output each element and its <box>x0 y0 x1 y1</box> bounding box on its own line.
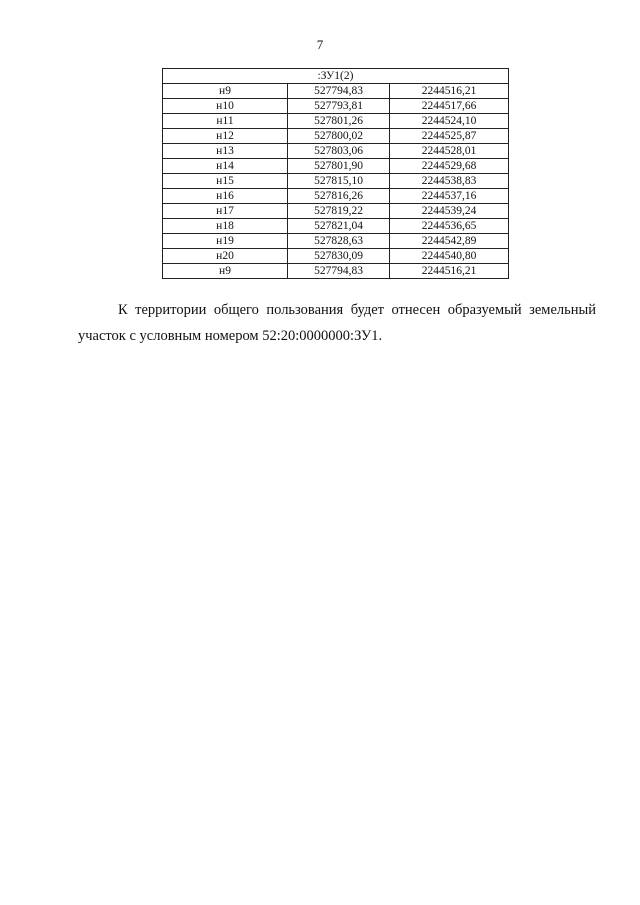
table-row <box>163 84 509 99</box>
y-coordinate-cell: 2244516,21 <box>390 264 509 279</box>
y-coordinate-cell: 2244542,89 <box>390 234 509 249</box>
x-coordinate-cell: 527819,22 <box>288 204 390 219</box>
point-cell: н15 <box>163 174 288 189</box>
y-coordinate-cell: 2244537,16 <box>390 189 509 204</box>
x-coordinate-cell: 527830,09 <box>288 249 390 264</box>
y-coordinate-cell: 2244536,65 <box>390 219 509 234</box>
y-coordinate-cell: 2244540,80 <box>390 249 509 264</box>
table-row <box>163 219 509 234</box>
y-coordinate-cell: 2244538,83 <box>390 174 509 189</box>
point-cell: н14 <box>163 159 288 174</box>
x-coordinate-cell: 527801,26 <box>288 114 390 129</box>
point-cell: н10 <box>163 99 288 114</box>
x-coordinate-cell: 527801,90 <box>288 159 390 174</box>
y-coordinate-cell: 2244528,01 <box>390 144 509 159</box>
y-coordinate-cell: 2244517,66 <box>390 99 509 114</box>
table-row <box>163 189 509 204</box>
point-cell: н9 <box>163 264 288 279</box>
x-coordinate-cell: 527815,10 <box>288 174 390 189</box>
point-cell: н13 <box>163 144 288 159</box>
table-header-cell: :ЗУ1(2) <box>163 69 509 84</box>
page-number: 7 <box>316 37 324 52</box>
y-coordinate-cell: 2244539,24 <box>390 204 509 219</box>
y-coordinate-cell: 2244529,68 <box>390 159 509 174</box>
point-cell: н20 <box>163 249 288 264</box>
x-coordinate-cell: 527828,63 <box>288 234 390 249</box>
table-row <box>163 204 509 219</box>
table-row <box>163 264 509 279</box>
point-cell: н12 <box>163 129 288 144</box>
x-coordinate-cell: 527803,06 <box>288 144 390 159</box>
x-coordinate-cell: 527816,26 <box>288 189 390 204</box>
point-cell: н9 <box>163 84 288 99</box>
y-coordinate-cell: 2244524,10 <box>390 114 509 129</box>
x-coordinate-cell: 527800,02 <box>288 129 390 144</box>
body-paragraph <box>78 297 596 349</box>
y-coordinate-cell: 2244525,87 <box>390 129 509 144</box>
table-row <box>163 249 509 264</box>
x-coordinate-cell: 527794,83 <box>288 84 390 99</box>
point-cell: н17 <box>163 204 288 219</box>
table-row <box>163 129 509 144</box>
y-coordinate-cell: 2244516,21 <box>390 84 509 99</box>
coordinates-table <box>162 68 509 279</box>
x-coordinate-cell: 527793,81 <box>288 99 390 114</box>
paragraph-text: К территории общего пользования будет отнесен образуемый земельный участок с условным номером 52:20:0000000:ЗУ1. <box>78 302 596 344</box>
x-coordinate-cell: 527794,83 <box>288 264 390 279</box>
table-row <box>163 99 509 114</box>
x-coordinate-cell: 527821,04 <box>288 219 390 234</box>
table-row <box>163 114 509 129</box>
point-cell: н11 <box>163 114 288 129</box>
point-cell: н19 <box>163 234 288 249</box>
point-cell: н16 <box>163 189 288 204</box>
table-row <box>163 159 509 174</box>
table-row <box>163 234 509 249</box>
table-header-row <box>163 69 509 84</box>
table-row <box>163 174 509 189</box>
table-row <box>163 144 509 159</box>
point-cell: н18 <box>163 219 288 234</box>
